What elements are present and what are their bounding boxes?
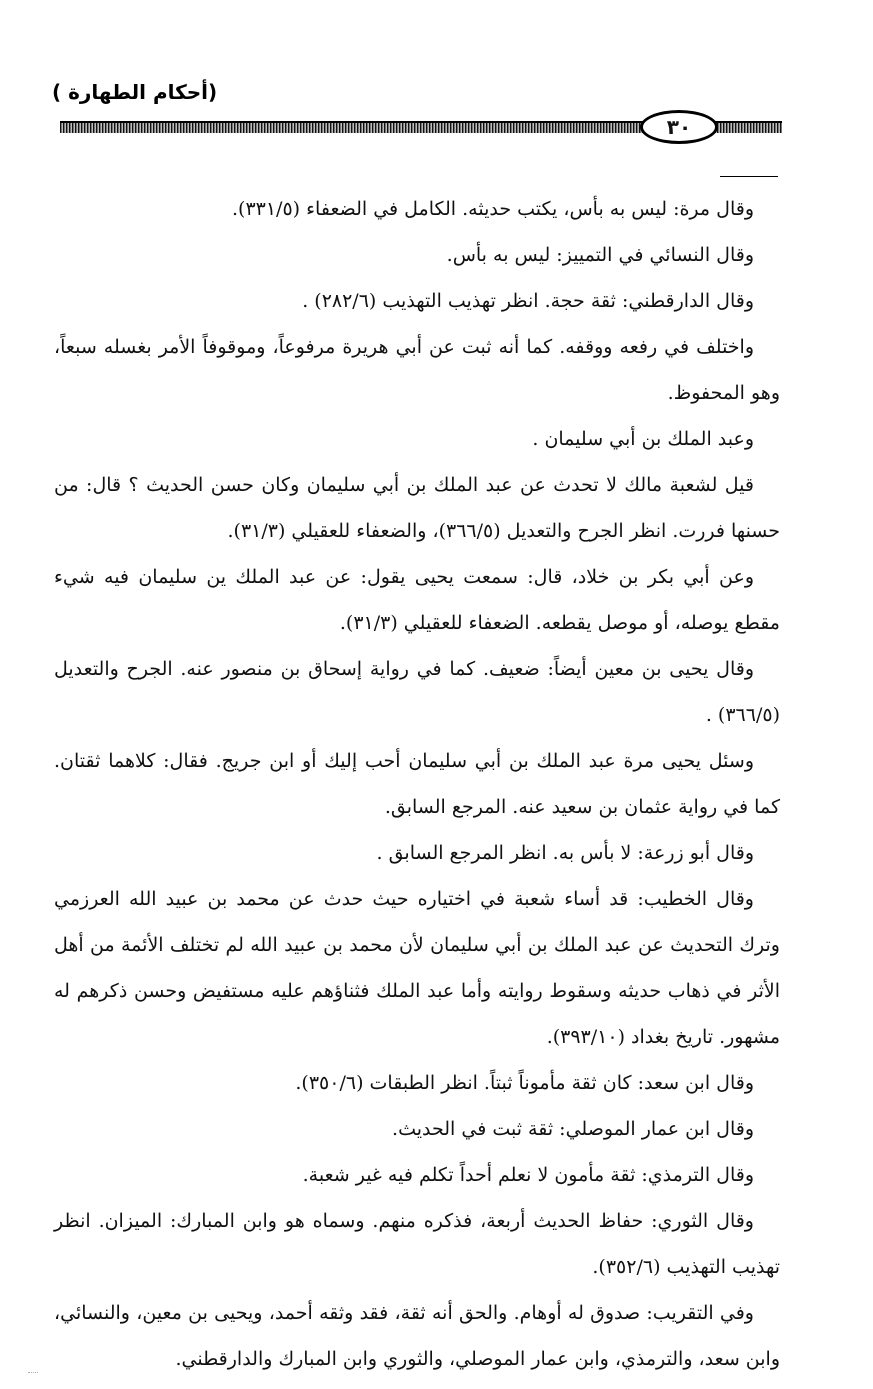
footnote-paragraph: وعن أبي بكر بن خلاد، قال: سمعت يحيى يقول: عن عبد الملك ين سليمان فيه شيء مقطع يوصله، أو موصل يقطعه. الضعفاء للعقيلي (٣١/٣). [54, 566, 780, 634]
footnote-paragraph: وقال الترمذي: ثقة مأمون لا نعلم أحداً تكلم فيه غير شعبة. [302, 1164, 754, 1186]
footnote-paragraph: وعبد الملك بن أبي سليمان . [532, 428, 754, 450]
footnote-paragraph: وقال ابن عمار الموصلي: ثقة ثبت في الحديث. [392, 1118, 754, 1140]
page-number: ٣٠ [666, 115, 692, 139]
footnote-paragraph: وقال ابن سعد: كان ثقة مأموناً ثبتاً. انظر الطبقات (٣٥٠/٦). [295, 1072, 754, 1094]
footnote-paragraph: وقال أبو زرعة: لا بأس به. انظر المرجع السابق . [376, 842, 754, 864]
footnote-paragraph: وقال يحيى بن معين أيضاً: ضعيف. كما في رواية إسحاق بن منصور عنه. الجرح والتعديل (٣٦٦/٥) . [54, 658, 780, 726]
footnote-paragraph: قيل لشعبة مالك لا تحدث عن عبد الملك بن أبي سليمان وكان حسن الحديث ؟ قال: من حسنها فررت. انظر الجرح والتعديل (٣٦٦/٥)، والضعفاء للعقيلي (٣١/٣). [54, 474, 780, 542]
footnote-paragraph: وقال النسائي في التمييز: ليس به بأس. [446, 244, 754, 266]
footnote-paragraph: واختلف في رفعه ووقفه. كما أنه ثبت عن أبي هريرة مرفوعاً، وموقوفاً الأمر بغسله سبعاً، وهو المحفوظ. [54, 336, 780, 404]
footnote-paragraph: وقال مرة: ليس به بأس، يكتب حديثه. الكامل في الضعفاء (٣٣١/٥). [231, 198, 754, 220]
footnote-paragraph: وفي التقريب: صدوق له أوهام. والحق أنه ثقة، فقد وثقه أحمد، ويحيى بن معين، والنسائي، وابن سعد، والترمذي، وابن عمار الموصلي، والثوري وابن المبارك والدارقطني. [54, 1302, 780, 1370]
page-edge-mark [28, 1372, 38, 1376]
footnote-paragraph: وقال الثوري: حفاظ الحديث أربعة، فذكره منهم. وسماه هو وابن المبارك: الميزان. انظر تهذيب التهذيب (٣٥٢/٦). [54, 1210, 780, 1278]
running-title: (أحكام الطهارة ) [52, 80, 218, 104]
footnote-text [54, 186, 780, 1382]
footnote-separator [720, 176, 778, 177]
page-number-badge [640, 110, 718, 144]
footnote-paragraph: وقال الخطيب: قد أساء شعبة في اختياره حيث حدث عن محمد بن عبيد الله العرزمي وترك التحديث عن عبد الملك بن أبي سليمان لأن محمد بن عبيد الله لم تختلف الأئمة من أهل الأثر في ذهاب حديثه وسقوط روايته وأما عبد الملك فثناؤهم عليه مستفيض وحسن ذكرهم له مشهور. تاريخ بغداد (٣٩٣/١٠). [54, 888, 780, 1048]
footnote-paragraph: وقال الدارقطني: ثقة حجة. انظر تهذيب التهذيب (٢٨٢/٦) . [302, 290, 754, 312]
footnote-paragraph: وسئل يحيى مرة عبد الملك بن أبي سليمان أحب إليك أو ابن جريج. فقال: كلاهما ثقتان. كما في رواية عثمان بن سعيد عنه. المرجع السابق. [54, 750, 780, 818]
